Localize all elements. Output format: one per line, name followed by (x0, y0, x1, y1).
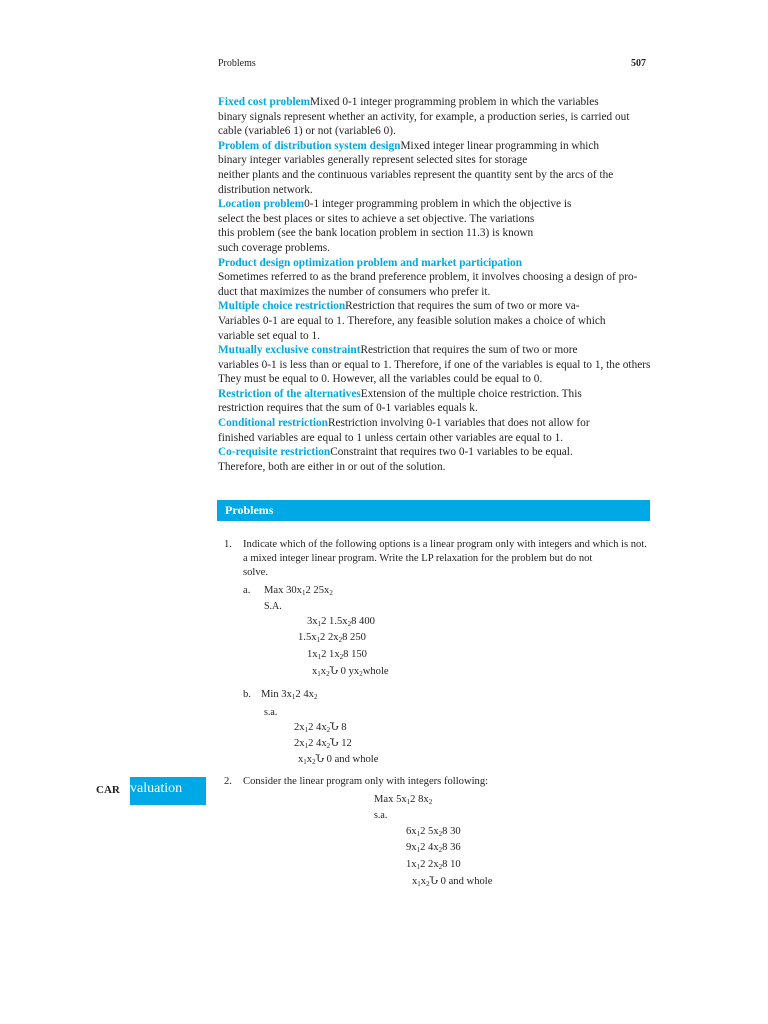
expr: Ն 8 (330, 722, 347, 733)
expr: Ն 12 (330, 738, 352, 749)
subscript: 2 (326, 742, 331, 750)
expr: 2 2x (420, 859, 439, 870)
glossary-definition: binary integer variables generally represent selected sites for storage (218, 154, 528, 167)
expr: Max 30x (264, 585, 302, 596)
glossary-entry (218, 197, 658, 255)
glossary-entry (218, 299, 658, 343)
expr: 8 10 (442, 859, 461, 870)
glossary-entry (218, 387, 658, 416)
glossary-line (218, 372, 658, 387)
subscript: 2 (347, 620, 352, 628)
expr: 8 250 (342, 632, 366, 643)
expr: 2 4x (295, 689, 314, 700)
subscript: 2 (339, 653, 344, 661)
subscript: 2 (329, 589, 333, 597)
glossary-definition: duct that maximizes the number of consumers who prefer it. (218, 285, 491, 298)
glossary-line (218, 241, 658, 256)
subscript: 1 (416, 830, 421, 838)
glossary-definition: Restriction involving 0-1 variables that does not allow for (327, 417, 590, 430)
subject-to: s.a. (374, 810, 388, 821)
expr: x (306, 754, 313, 765)
glossary-line (218, 95, 658, 110)
glossary-definition: binary signals represent whether an activity, for example, a production series, is carried out (218, 110, 630, 123)
glossary-line (218, 139, 658, 154)
glossary-definition: restriction requires that the sum of 0-1 variables equals k. (218, 402, 478, 415)
objective-function (264, 584, 333, 600)
expr: 8 150 (343, 649, 367, 660)
expr: x (420, 876, 427, 887)
page-number: 507 (631, 58, 646, 69)
glossary-definition: 0-1 integer programming problem in which the objective is (304, 198, 572, 211)
banner-title: Problems (225, 503, 274, 517)
constraint (307, 615, 375, 631)
problem-text: Indicate which of the following options is a linear program only with integers and which is not. (243, 539, 647, 550)
expr: Max 5x (374, 794, 407, 805)
subject-to: s.a. (264, 707, 278, 718)
subproblem-label: a. (243, 585, 251, 596)
expr: x (412, 876, 418, 887)
objective-function (261, 688, 317, 704)
glossary-line (218, 431, 658, 446)
subscript: 2 (326, 726, 331, 734)
glossary-definition: Mixed integer linear programming in which (400, 139, 600, 152)
glossary-definition: variable set equal to 1. (218, 329, 320, 342)
expr: 2x (294, 722, 305, 733)
subscript: 2 (428, 798, 433, 806)
expr: 2 1.5x (321, 616, 348, 627)
glossary-definition: cable (variable6 1) or not (variable6 0). (218, 125, 396, 138)
glossary-definition: this problem (see the bank location problem in section 11.3) is known (218, 227, 534, 240)
glossary-line (218, 153, 658, 168)
glossary-term: Location problem (218, 198, 305, 211)
glossary-definition: Constraint that requires two 0-1 variables to be equal. (330, 446, 573, 459)
glossary-definition: finished variables are equal to 1 unless certain other variables are equal to 1. (218, 431, 564, 444)
subscript: 1 (317, 620, 322, 628)
subscript: 2 (326, 670, 330, 678)
subscript: 2 (313, 693, 318, 701)
subscript: 2 (438, 830, 443, 838)
glossary-line (218, 314, 658, 329)
glossary-definition: such coverage problems. (218, 241, 330, 254)
expr: 1x (406, 859, 417, 870)
glossary-definition: select the best places or sites to achieve a set objective. The variations (218, 212, 535, 225)
glossary-term: Product design optimization problem and market participation (218, 256, 522, 269)
expr: 8 30 (442, 826, 461, 837)
expr: Min 3x (261, 689, 292, 700)
glossary-entry (218, 343, 658, 387)
glossary-line (218, 124, 658, 139)
glossary-line (218, 387, 658, 402)
subscript: 1 (301, 589, 306, 597)
glossary-line (218, 183, 658, 198)
subscript: 2 (359, 670, 363, 678)
expr: 8 36 (442, 842, 461, 853)
expr: Ն 0 and whole (315, 754, 379, 765)
subscript: 1 (416, 846, 421, 854)
subproblem-label: b. (243, 689, 251, 700)
subscript: 1 (304, 726, 309, 734)
expr: 2 4x (420, 842, 439, 853)
expr: Ն 0 yx (329, 666, 360, 677)
glossary-line (218, 416, 658, 431)
glossary-line (218, 256, 658, 271)
glossary-line (218, 460, 658, 475)
constraint (406, 858, 461, 874)
constraint (412, 875, 492, 891)
expr: 2 4x (308, 722, 327, 733)
constraint (294, 721, 347, 737)
glossary-definition: Therefore, both are either in or out of the solution. (218, 460, 446, 473)
constraint (298, 631, 366, 647)
expr: 8 400 (351, 616, 375, 627)
glossary-definition: They must be equal to 0. However, all the variables could be equal to 0. (218, 373, 543, 386)
glossary-definition: distribution network. (218, 183, 313, 196)
objective-function (374, 793, 432, 809)
glossary-definition: Sometimes referred to as the brand preference problem, it involves choosing a design of pro- (218, 271, 638, 284)
glossary-term: Restriction of the alternatives (218, 387, 361, 400)
glossary-definition: Restriction that requires the sum of two or more va- (345, 300, 580, 313)
glossary-definition: variables 0-1 is less than or equal to 1. Therefore, if one of the variables is equal to 1, the others (218, 358, 651, 371)
glossary (218, 95, 658, 474)
expr: 9x (406, 842, 417, 853)
glossary-entry (218, 256, 658, 300)
glossary-term: Fixed cost problem (218, 96, 311, 108)
expr: 2 5x (420, 826, 439, 837)
glossary-term: Co-requisite restriction (218, 446, 331, 459)
glossary-definition: Mixed 0-1 integer programming problem in which the variables (310, 96, 599, 108)
constraint (312, 665, 389, 681)
subscript: 1 (416, 863, 421, 871)
glossary-line (218, 168, 658, 183)
glossary-definition: neither plants and the continuous variables represent the quantity sent by the arcs of the (218, 168, 614, 181)
subscript: 1 (303, 758, 307, 766)
problem-text: Consider the linear program only with integers following: (243, 776, 489, 787)
glossary-line (218, 212, 658, 227)
problems-banner (217, 500, 650, 521)
glossary-term: Problem of distribution system design (218, 139, 401, 152)
glossary-line (218, 285, 658, 300)
expr: 2 2x (320, 632, 339, 643)
subscript: 1 (317, 670, 321, 678)
problem-text: a mixed integer linear program. Write the LP relaxation for the problem but do not (243, 553, 593, 564)
glossary-line (218, 226, 658, 241)
glossary-line (218, 445, 658, 460)
margin-box (130, 777, 206, 805)
glossary-line (218, 329, 658, 344)
glossary-definition: Variables 0-1 are equal to 1. Therefore, any feasible solution makes a choice of which (218, 314, 606, 327)
expr: 1x (307, 649, 318, 660)
subject-to: S.A. (264, 601, 282, 612)
glossary-entry (218, 416, 658, 445)
expr: 2x (294, 738, 305, 749)
expr: 1.5x (298, 632, 317, 643)
subscript: 1 (406, 798, 411, 806)
glossary-entry (218, 95, 658, 139)
problem-number: 1. (224, 539, 232, 550)
expr: x (312, 666, 318, 677)
expr: 2 4x (308, 738, 327, 749)
glossary-line (218, 358, 658, 373)
glossary-definition: Extension of the multiple choice restriction. This (360, 387, 582, 400)
expr: x (298, 754, 304, 765)
constraint (294, 737, 352, 753)
subscript: 2 (338, 636, 343, 644)
subscript: 2 (426, 880, 430, 888)
subscript: 1 (291, 693, 296, 701)
glossary-line (218, 270, 658, 285)
glossary-line (218, 299, 658, 314)
subscript: 2 (312, 758, 316, 766)
subscript: 1 (316, 636, 321, 644)
constraint (298, 753, 378, 769)
expr: 3x (307, 616, 318, 627)
glossary-line (218, 343, 658, 358)
problem-number: 2. (224, 776, 232, 787)
problem-text: solve. (243, 567, 269, 578)
expr: whole (362, 666, 389, 677)
glossary-term: Mutually exclusive constraint (218, 344, 361, 357)
subscript: 1 (317, 653, 322, 661)
constraint (307, 648, 367, 664)
subscript: 1 (417, 880, 421, 888)
running-header: Problems (218, 58, 256, 69)
glossary-line (218, 401, 658, 416)
glossary-term: Conditional restriction (218, 417, 328, 430)
glossary-line (218, 197, 658, 212)
margin-label: CAR (96, 784, 120, 796)
glossary-entry (218, 445, 658, 474)
subscript: 2 (438, 846, 443, 854)
expr: 2 8x (410, 794, 429, 805)
expr: x (320, 666, 327, 677)
constraint (406, 841, 461, 857)
expr: Ն 0 and whole (429, 876, 493, 887)
constraint (406, 825, 461, 841)
expr: 2 25x (305, 585, 330, 596)
margin-box-text: valuation (130, 781, 183, 796)
glossary-line (218, 110, 658, 125)
subscript: 1 (304, 742, 309, 750)
expr: 6x (406, 826, 417, 837)
glossary-entry (218, 139, 658, 197)
glossary-definition: Restriction that requires the sum of two or more (360, 344, 578, 357)
subscript: 2 (438, 863, 443, 871)
expr: 2 1x (321, 649, 340, 660)
glossary-term: Multiple choice restriction (218, 300, 346, 313)
